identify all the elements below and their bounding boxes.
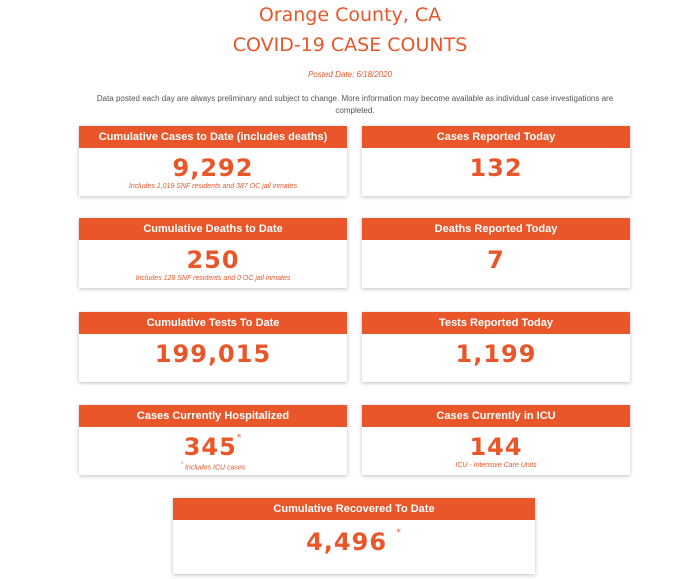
card-value: 132: [469, 154, 523, 182]
disclaimer-note: Data posted each day are always preliminary and subject to change. More information may become available as individual case investigations are completed.: [96, 94, 614, 115]
card-header: Cumulative Deaths to Date: [79, 218, 347, 240]
tests-today-card: [362, 312, 630, 382]
card-value: 345: [183, 433, 237, 461]
card-value: 250: [186, 246, 240, 274]
card-value: 9,292: [172, 154, 254, 182]
card-value: 4,496: [306, 528, 388, 556]
card-value: 199,015: [154, 340, 272, 368]
hospitalized-card: [79, 405, 347, 475]
card-subtext: Includes ICU cases: [184, 464, 246, 472]
card-subtext: ICU - Intensive Care Units: [455, 462, 537, 469]
card-header: Cases Currently in ICU: [362, 405, 630, 427]
location-title: Orange County, CA: [258, 4, 442, 26]
recovered-card: [173, 498, 535, 574]
cumulative-cases-card: [79, 126, 347, 196]
asterisk-marker: *: [236, 433, 243, 443]
card-subtext-wrap: [79, 462, 347, 471]
cumulative-tests-card: [79, 312, 347, 382]
card-header: Tests Reported Today: [362, 312, 630, 334]
card-value: 1,199: [455, 340, 537, 368]
card-value-wrap: [79, 433, 347, 461]
card-header: Cumulative Cases to Date (includes deaths): [79, 126, 347, 148]
cumulative-deaths-card: [79, 218, 347, 288]
cases-today-card: [362, 126, 630, 196]
asterisk-marker: *: [396, 528, 402, 538]
deaths-today-card: [362, 218, 630, 288]
card-subtext: Includes 1,019 SNF residents and 387 OC jail inmates: [128, 183, 298, 190]
card-subtext: Includes 128 SNF residents and 0 OC jail inmates: [135, 275, 291, 282]
asterisk-marker: *: [180, 462, 184, 468]
page-title: COVID-19 CASE COUNTS: [232, 34, 468, 56]
card-value: 144: [469, 433, 523, 461]
icu-card: [362, 405, 630, 475]
card-header: Cumulative Tests To Date: [79, 312, 347, 334]
card-value-wrap: [173, 528, 535, 556]
card-header: Cases Currently Hospitalized: [79, 405, 347, 427]
card-header: Cumulative Recovered To Date: [173, 498, 535, 520]
card-header: Deaths Reported Today: [362, 218, 630, 240]
card-value: 7: [487, 246, 505, 274]
card-header: Cases Reported Today: [362, 126, 630, 148]
posted-date: Posted Date: 6/18/2020: [307, 70, 393, 79]
